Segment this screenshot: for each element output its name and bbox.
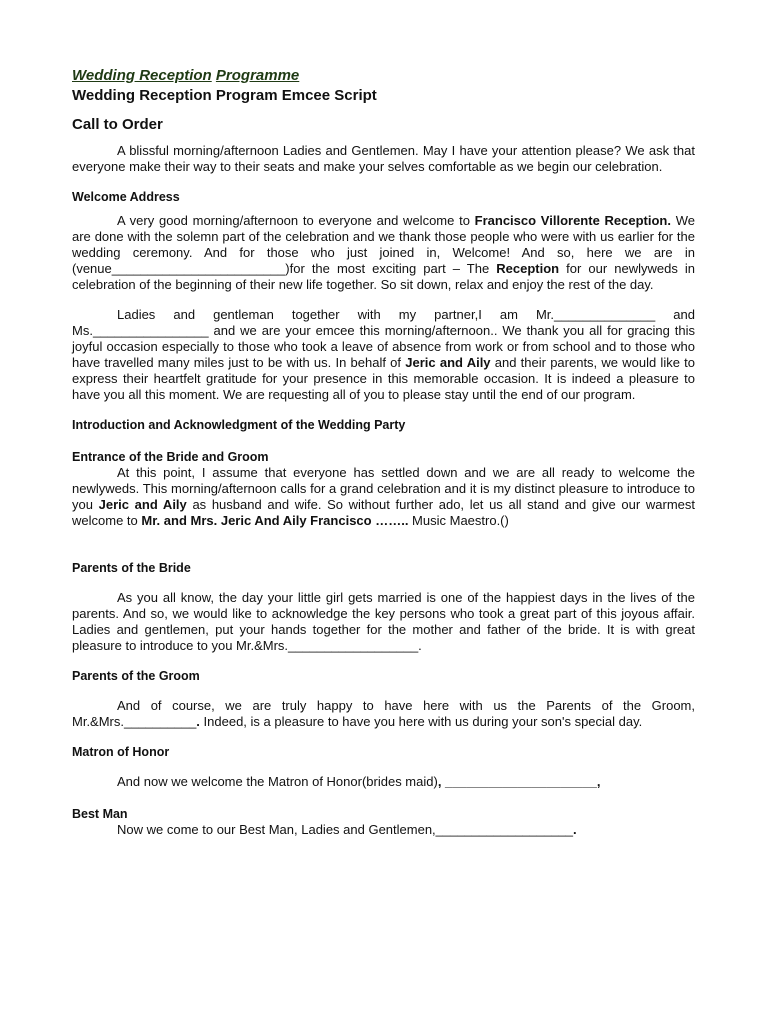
welcome-text (72, 213, 695, 293)
best-man-text (72, 822, 695, 838)
groom-parents-text-1: And of course, we are truly happy to have here with us the Parents of the Groom, Mr.&Mrs.__________ (72, 698, 695, 729)
entrance-bold-2: Mr. and Mrs. Jeric And Aily Francisco …….. (141, 513, 409, 528)
entrance-text-1: At this point, I assume that everyone has settled down and we are all ready to welcome the newlyweds. This morning/afternoon calls for a grand celebration and it is my distinct pleasure to introduce to you (72, 465, 695, 512)
best-man-heading: Best Man (72, 807, 128, 821)
groom-parents-text (72, 698, 695, 730)
entrance-heading: Entrance of the Bride and Groom (72, 450, 269, 464)
welcome-text-1: A very good morning/afternoon to everyone and welcome to (117, 213, 475, 228)
bride-parents-heading: Parents of the Bride (72, 561, 191, 575)
matron-text-1: And now we welcome the Matron of Honor(brides maid) (117, 774, 438, 789)
welcome-text-2: We are done with the solemn part of the celebration and we thank those people who were with us earlier for the wedding ceremony. And for those who just joined in, Welcome! And so, here we are in (venue________________________)for the most exciting part – The (72, 213, 695, 276)
matron-text (72, 774, 695, 790)
welcome-bold-1: Francisco Villorente Reception. (474, 213, 671, 228)
emcee-text-2: and their parents, we would like to express their heartfelt gratitude for your presence in this memorable occasion. It is indeed a pleasure to have you all this moment. We are requesting all of you to please stay until the end of our program. (72, 355, 696, 402)
matron-bold-1: , _____________________, (437, 774, 601, 789)
bride-parents-text: As you all know, the day your little girl gets married is one of the happiest days in the lives of the parents. And so, we would like to acknowledge the key persons who took a great part of this joyous affair. Ladies and gentlemen, put your hands together for the mother and father of the bride. It is with great pleasure to introduce to you Mr.&Mrs.__________________. (72, 590, 695, 653)
groom-parents-bold-1: . (196, 714, 200, 729)
best-man-text-1: Now we come to our Best Man, Ladies and Gentlemen,___________________ (117, 822, 574, 837)
groom-parents-heading: Parents of the Groom (72, 669, 200, 683)
document-page (72, 66, 695, 838)
welcome-heading: Welcome Address (72, 190, 180, 204)
entrance-text-3: Music Maestro.() (408, 513, 509, 528)
best-man-bold-1: . (573, 822, 577, 837)
matron-heading: Matron of Honor (72, 745, 170, 759)
title-part-1: Wedding Reception (72, 67, 212, 84)
document-title (72, 66, 695, 86)
emcee-bold-1: Jeric and Aily (405, 355, 491, 370)
entrance-text-2: as husband and wife. So without further ado, let us all stand and give our warmest welcome to (72, 497, 696, 528)
document-subtitle: Wedding Reception Program Emcee Script (72, 87, 377, 104)
emcee-text-1: Ladies and gentleman together with my partner,I am Mr.______________ and Ms.________________ and we are your emcee this morning/afternoon.. We thank you all for gracing this joyful occasion especially to those who took a leave of absence from work or from school and to those who have travelled many miles just to be with us. In behalf of (72, 307, 695, 370)
title-part-2: Programme (215, 67, 300, 84)
welcome-text-3: for our newlyweds in celebration of the beginning of their new life together. So sit down, relax and enjoy the rest of the day. (72, 261, 695, 292)
emcee-intro-text (72, 307, 695, 403)
call-to-order-text: A blissful morning/afternoon Ladies and Gentlemen. May I have your attention please? We ask that everyone make their way to their seats and make your selves comfortable as we begin our celebration. (72, 143, 695, 174)
welcome-bold-2: Reception (496, 261, 560, 276)
groom-parents-text-2: Indeed, is a pleasure to have you here with us during your son's special day. (199, 714, 643, 729)
entrance-bold-1: Jeric and Aily (98, 497, 187, 512)
call-to-order-heading: Call to Order (72, 116, 163, 133)
introduction-heading: Introduction and Acknowledgment of the Wedding Party (72, 418, 406, 432)
entrance-text (72, 465, 695, 529)
